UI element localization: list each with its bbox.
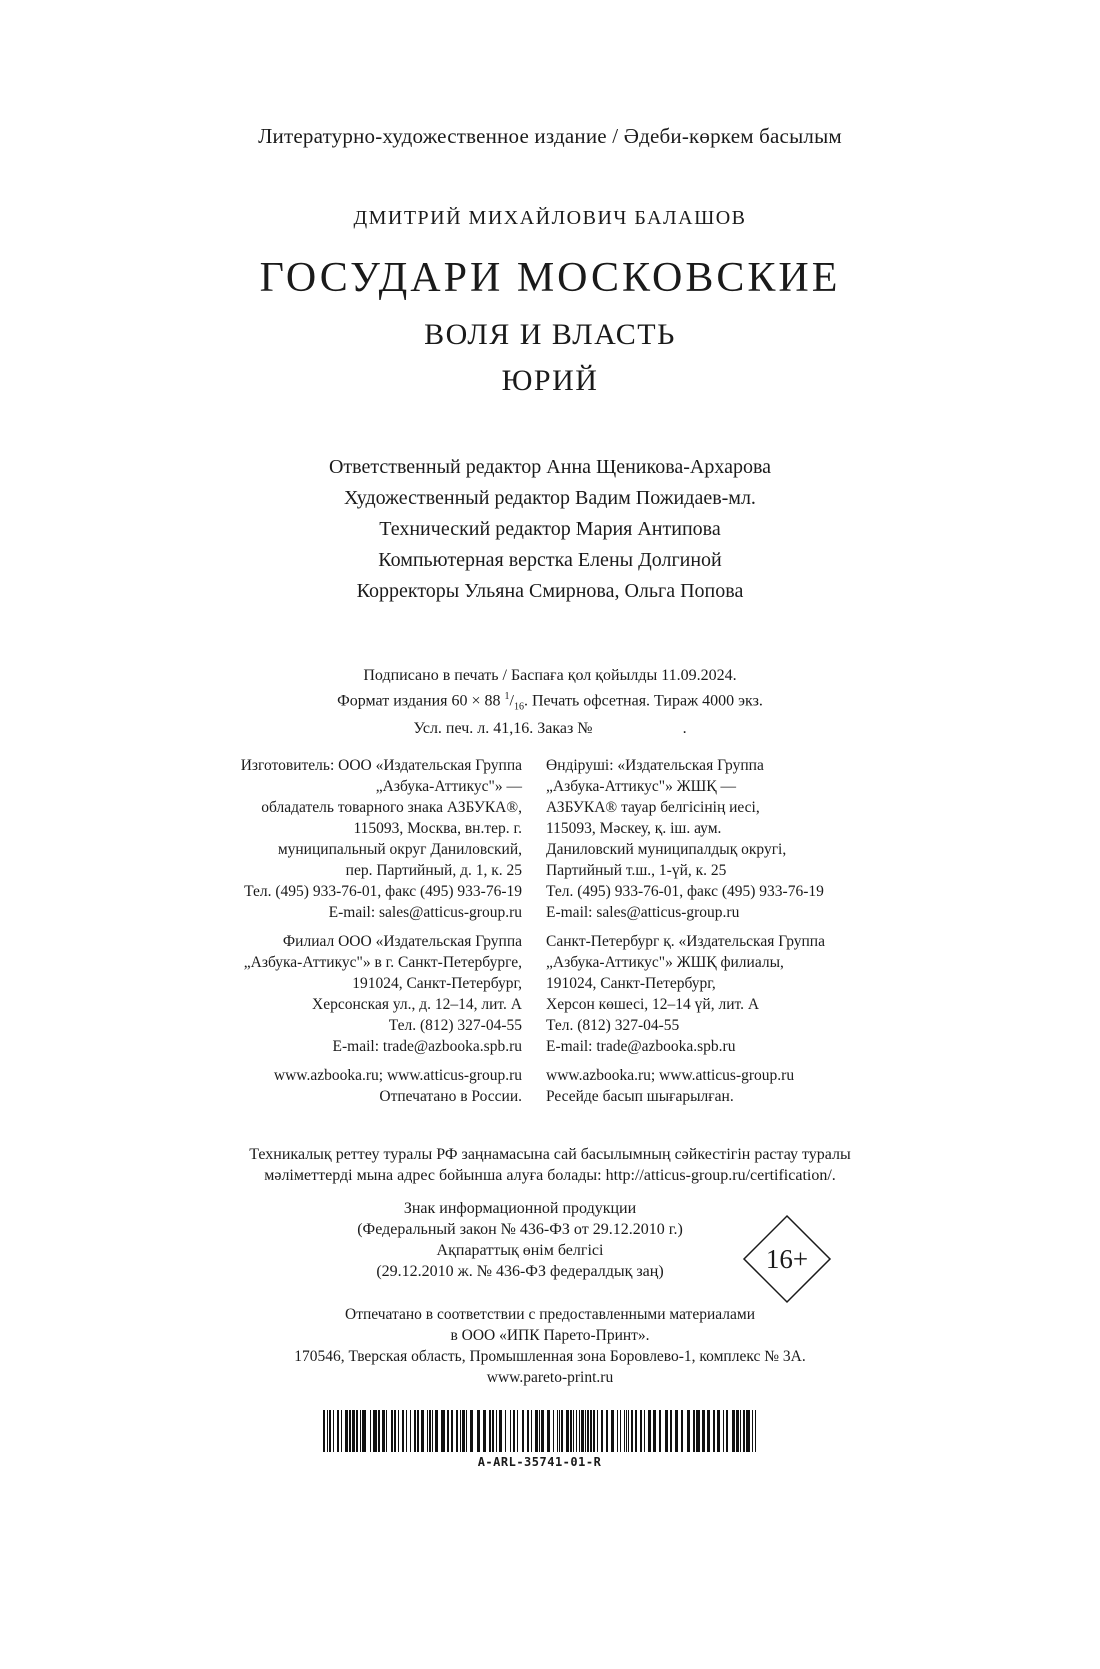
text-line: 115093, Москва, вн.тер. г. (353, 820, 522, 837)
text-line: Өндіруші: «Издательская Группа (546, 757, 764, 774)
text-line: муниципальный округ Даниловский, (277, 841, 522, 858)
text-line: „Азбука-Аттикус"» ЖШҚ — (546, 778, 736, 795)
website-text: www.azbooka.ru; www.atticus-group.ru (546, 1067, 795, 1084)
text-line: Партийный т.ш., 1-үй, к. 25 (546, 862, 727, 879)
book-subtitle-2: ЮРИЙ (501, 364, 599, 397)
email-text: E-mail: trade@azbooka.spb.ru (546, 1038, 736, 1055)
print-order-line: Усл. печ. л. 41,16. Заказ № . (413, 719, 687, 737)
text-line: мәліметтерді мына адрес бойынша алуға болады: http://atticus-group.ru/certification/. (264, 1167, 836, 1184)
author-name: ДМИТРИЙ МИХАЙЛОВИЧ БАЛАШОВ (353, 207, 747, 229)
text-line: (Федеральный закон № 436-ФЗ от 29.12.2010 г.) (357, 1221, 683, 1238)
print-info-block (0, 665, 1100, 739)
printing-house-info (0, 1304, 1100, 1388)
barcode-image (323, 1410, 756, 1452)
website-text: www.azbooka.ru; www.atticus-group.ru (273, 1067, 522, 1084)
email-text: E-mail: sales@atticus-group.ru (328, 904, 522, 921)
barcode-code: A-ARL-35741-01-R (477, 1455, 602, 1469)
text-line: „Азбука-Аттикус"» — (375, 778, 522, 795)
genre-line: Литературно-художественное издание / Әдеби-көркем басылым (258, 124, 842, 148)
text-line: 191024, Санкт-Петербург, (546, 975, 716, 992)
publisher-info-kz (546, 755, 825, 1107)
text-line: АЗБУКА® тауар белгісінің иесі, (546, 799, 760, 816)
text-line: в ООО «ИПК Парето-Принт». (450, 1327, 650, 1344)
credit-line: Ответственный редактор Анна Щеникова-Архарова (328, 456, 772, 478)
book-subtitle: ВОЛЯ И ВЛАСТЬ (424, 318, 676, 351)
text-line: 170546, Тверская область, Промышленная зона Боровлево-1, комплекс № 3А. (294, 1348, 806, 1365)
text-line: Тел. (495) 933-76-01, факс (495) 933-76-19 (244, 883, 522, 900)
age-rating-badge (742, 1214, 832, 1304)
text-line: (29.12.2010 ж. № 436-ФЗ федералдық заң) (376, 1263, 664, 1280)
text-line: Тел. (812) 327-04-55 (388, 1017, 522, 1034)
text-line: обладатель товарного знака АЗБУКА®, (261, 799, 522, 816)
credit-line: Художественный редактор Вадим Пожидаев-мл. (344, 487, 756, 509)
info-sign-text (300, 1198, 740, 1282)
credit-line: Корректоры Ульяна Смирнова, Ольга Попова (356, 580, 744, 602)
text-line: Техникалық реттеу туралы РФ заңнамасына сай басылымның сәйкестігін растау туралы (249, 1146, 851, 1163)
text-line: Ақпараттық өнім белгісі (436, 1242, 604, 1259)
text-line: Тел. (812) 327-04-55 (546, 1017, 680, 1034)
credit-line: Компьютерная верстка Елены Долгиной (378, 549, 722, 571)
text-line: Филиал ООО «Издательская Группа (282, 933, 522, 950)
text-line: 191024, Санкт-Петербург, (352, 975, 522, 992)
text-line: Знак информационной продукции (403, 1200, 637, 1217)
age-rating-text: 16+ (765, 1244, 809, 1274)
book-title: ГОСУДАРИ МОСКОВСКИЕ (259, 255, 841, 301)
text-line: Тел. (495) 933-76-01, факс (495) 933-76-19 (546, 883, 824, 900)
text-line: Ресейде басып шығарылған. (546, 1088, 734, 1105)
text-line: Отпечатано в России. (379, 1088, 522, 1105)
text-line: „Азбука-Аттикус"» ЖШҚ филиалы, (546, 954, 784, 971)
print-signed-line: Подписано в печать / Баспаға қол қойылды 11.09.2024. (363, 667, 737, 684)
credit-line: Технический редактор Мария Антипова (379, 518, 721, 540)
text-line: 115093, Мәскеу, қ. іш. аум. (546, 820, 722, 837)
credits-block (0, 452, 1100, 607)
diamond-icon (742, 1214, 832, 1304)
print-format-line: Формат издания 60 × 88 $^1/_{16}$. Печать офсетная. Тираж 4000 экз. (337, 691, 763, 713)
email-text: E-mail: trade@azbooka.spb.ru (332, 1038, 522, 1055)
website-text: www.pareto-print.ru (486, 1369, 614, 1386)
text-line: Отпечатано в соответствии с предоставленными материалами (345, 1306, 755, 1323)
certification-note (0, 1144, 1100, 1186)
email-text: E-mail: sales@atticus-group.ru (546, 904, 740, 921)
text-line: Херсон көшесі, 12–14 үй, лит. А (546, 996, 760, 1013)
text-line: пер. Партийный, д. 1, к. 25 (345, 862, 522, 879)
text-line: „Азбука-Аттикус"» в г. Санкт-Петербурге, (243, 954, 522, 971)
text-line: Изготовитель: ООО «Издательская Группа (240, 757, 522, 774)
text-line: Даниловский муниципалдық округі, (546, 841, 787, 858)
publisher-info-ru (241, 755, 522, 1107)
text-line: Херсонская ул., д. 12–14, лит. А (312, 996, 522, 1013)
text-line: Санкт-Петербург қ. «Издательская Группа (546, 933, 825, 950)
